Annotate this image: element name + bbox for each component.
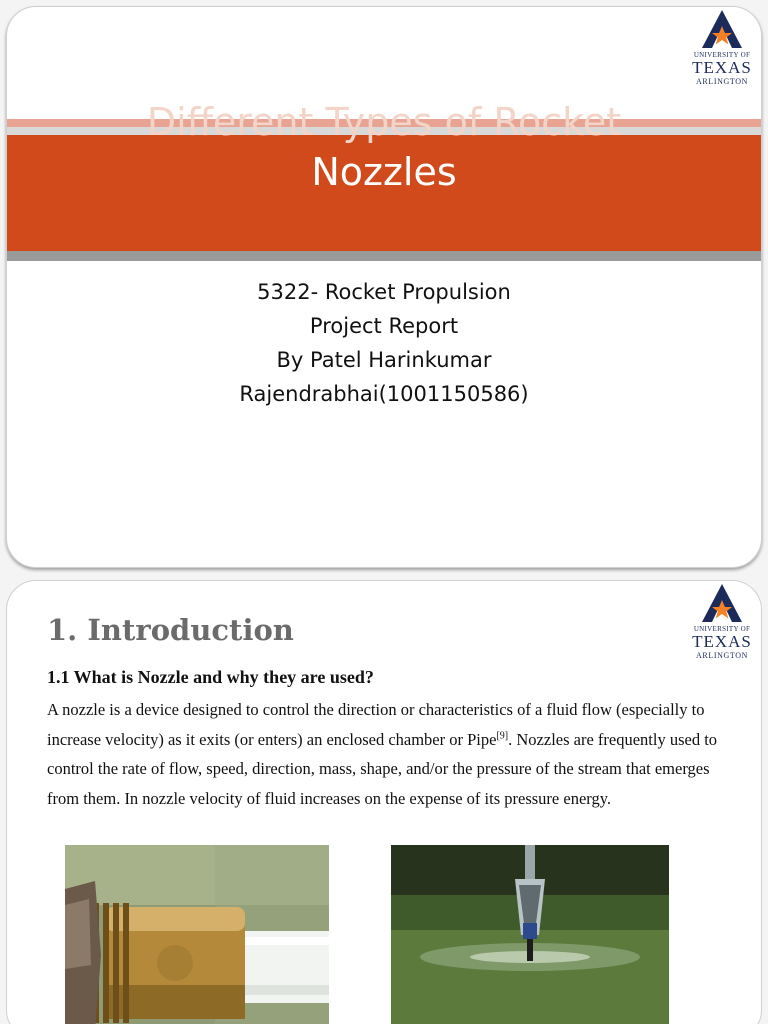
intro-paragraph <box>47 695 737 813</box>
subtitle-author: By Patel Harinkumar <box>276 348 492 372</box>
intro-slide <box>6 580 762 1024</box>
section-subheading: 1.1 What is Nozzle and why they are used? <box>47 667 374 687</box>
brass-nozzle-photo <box>65 845 329 1024</box>
logo-text-university: UNIVERSITY OF <box>693 51 751 59</box>
logo-text-university: UNIVERSITY OF <box>693 625 751 633</box>
slide-subtitle <box>7 275 761 411</box>
subtitle-course: 5322- Rocket Propulsion <box>257 280 511 304</box>
intro-paragraph-part2: . Nozzles are frequently used to control the rate of flow, speed, direction, mass, shape, and/or the pressure of the stream that emerges from them. In nozzle velocity of fluid increases on the expense of its pressure energy. <box>47 729 718 808</box>
slide-title-line2: Nozzles <box>311 150 457 194</box>
uta-a-star-icon <box>700 9 744 49</box>
logo-text-arlington: ARLINGTON <box>696 77 748 86</box>
slide-title <box>7 103 761 253</box>
subtitle-author-id: Rajendrabhai(1001150586) <box>239 382 529 406</box>
intro-paragraph-part1: A nozzle is a device designed to control the direction or characteristics of a fluid flow (especially to increase velocity) as it exits (or enters) an enclosed chamber or Pipe <box>47 700 705 749</box>
subtitle-report: Project Report <box>309 314 459 338</box>
sprinkler-nozzle-photo <box>391 845 669 1024</box>
uta-logo <box>683 7 761 95</box>
logo-text-arlington: ARLINGTON <box>696 651 748 660</box>
uta-a-star-icon <box>700 583 744 623</box>
title-slide <box>6 6 762 568</box>
citation-reference: [9] <box>496 730 509 741</box>
logo-text-texas: TEXAS <box>692 58 752 77</box>
logo-text-texas: TEXAS <box>692 632 752 651</box>
uta-logo <box>683 581 761 669</box>
section-heading: 1. Introduction <box>47 613 294 647</box>
slide-title-line1: Different Types of Rocket <box>146 103 622 144</box>
